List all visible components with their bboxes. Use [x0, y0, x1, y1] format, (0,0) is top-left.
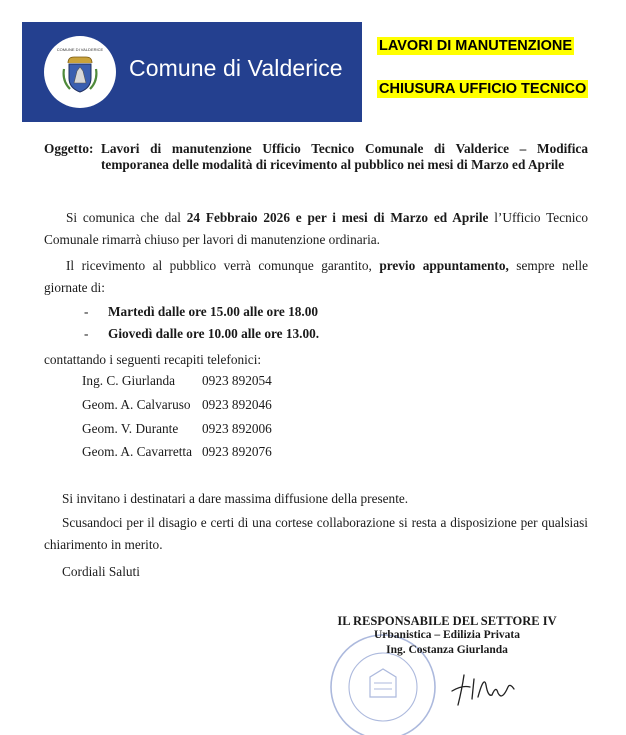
closing-greeting: Cordiali Saluti	[62, 564, 140, 579]
header-banner	[22, 22, 362, 122]
subject-text: Lavori di manutenzione Ufficio Tecnico Comunale di Valderice – Modifica temporanea delle modalità di ricevimento al pubblico nei mesi di Marzo ed Aprile	[101, 141, 588, 172]
brand-name: Comune di Valderice	[129, 55, 343, 81]
schedule-item	[84, 326, 319, 342]
subject-label: Oggetto:	[44, 141, 94, 156]
title-maintenance-text: LAVORI DI MANUTENZIONE	[379, 38, 573, 54]
contacts-intro: contattando i seguenti recapiti telefonici:	[44, 352, 262, 367]
p2-end: sempre nelle giornate di:	[44, 258, 588, 295]
title-office-closure-text: CHIUSURA UFFICIO TECNICO	[379, 81, 587, 97]
p1-end: l’Ufficio Tecnico Comunale rimarrà chiuso per lavori di manutenzione ordinaria.	[44, 210, 588, 247]
contact-name: Geom. A. Cavarretta	[82, 444, 193, 459]
distribution-note: Si invitano i destinatari a dare massima diffusione della presente.	[62, 491, 409, 506]
contact-name: Ing. C. Giurlanda	[82, 373, 176, 388]
contact-phone: 0923 892076	[202, 444, 272, 459]
bullet-dash: -	[84, 326, 89, 341]
announcement-paragraph	[44, 207, 588, 251]
handwritten-signature-icon	[448, 667, 518, 707]
subject-block	[44, 141, 588, 173]
signatory-title: IL RESPONSABILE DEL SETTORE IV	[337, 614, 557, 628]
contact-name: Geom. A. Calvaruso	[82, 397, 191, 412]
official-stamp-icon	[318, 625, 448, 735]
signatory-name: Ing. Costanza Giurlanda	[386, 644, 508, 656]
reception-paragraph	[44, 255, 588, 299]
coat-of-arms-icon	[62, 53, 98, 95]
contact-row	[82, 421, 272, 437]
contact-name: Geom. V. Durante	[82, 421, 179, 436]
schedule-item	[84, 304, 318, 320]
contact-phone: 0923 892006	[202, 421, 272, 436]
contact-row	[82, 373, 272, 389]
municipal-crest	[44, 36, 116, 108]
schedule-text: Martedì dalle ore 15.00 alle ore 18.00	[108, 304, 318, 319]
bullet-dash: -	[84, 304, 89, 319]
p2-start: Il ricevimento al pubblico verrà comunque garantito,	[66, 258, 380, 273]
schedule-text: Giovedì dalle ore 10.00 alle ore 13.00.	[108, 326, 320, 341]
appointment-note: previo appuntamento,	[379, 258, 509, 273]
p1-start: Si comunica che dal	[66, 210, 187, 225]
title-maintenance	[377, 37, 574, 55]
contact-row	[82, 397, 272, 413]
signatory-department: Urbanistica – Edilizia Privata	[374, 629, 520, 641]
closure-period: 24 Febbraio 2026 e per i mesi di Marzo ed Aprile	[186, 210, 489, 225]
contact-phone: 0923 892046	[202, 397, 272, 412]
contact-phone: 0923 892054	[202, 373, 272, 388]
crest-caption: COMUNE DI VALDERICE	[56, 47, 104, 52]
title-office-closure	[377, 80, 588, 98]
apology-paragraph: Scusandoci per il disagio e certi di una cortese collaborazione si resta a disposizione per qualsiasi chiarimento in merito.	[44, 515, 588, 552]
contact-row	[82, 444, 272, 460]
